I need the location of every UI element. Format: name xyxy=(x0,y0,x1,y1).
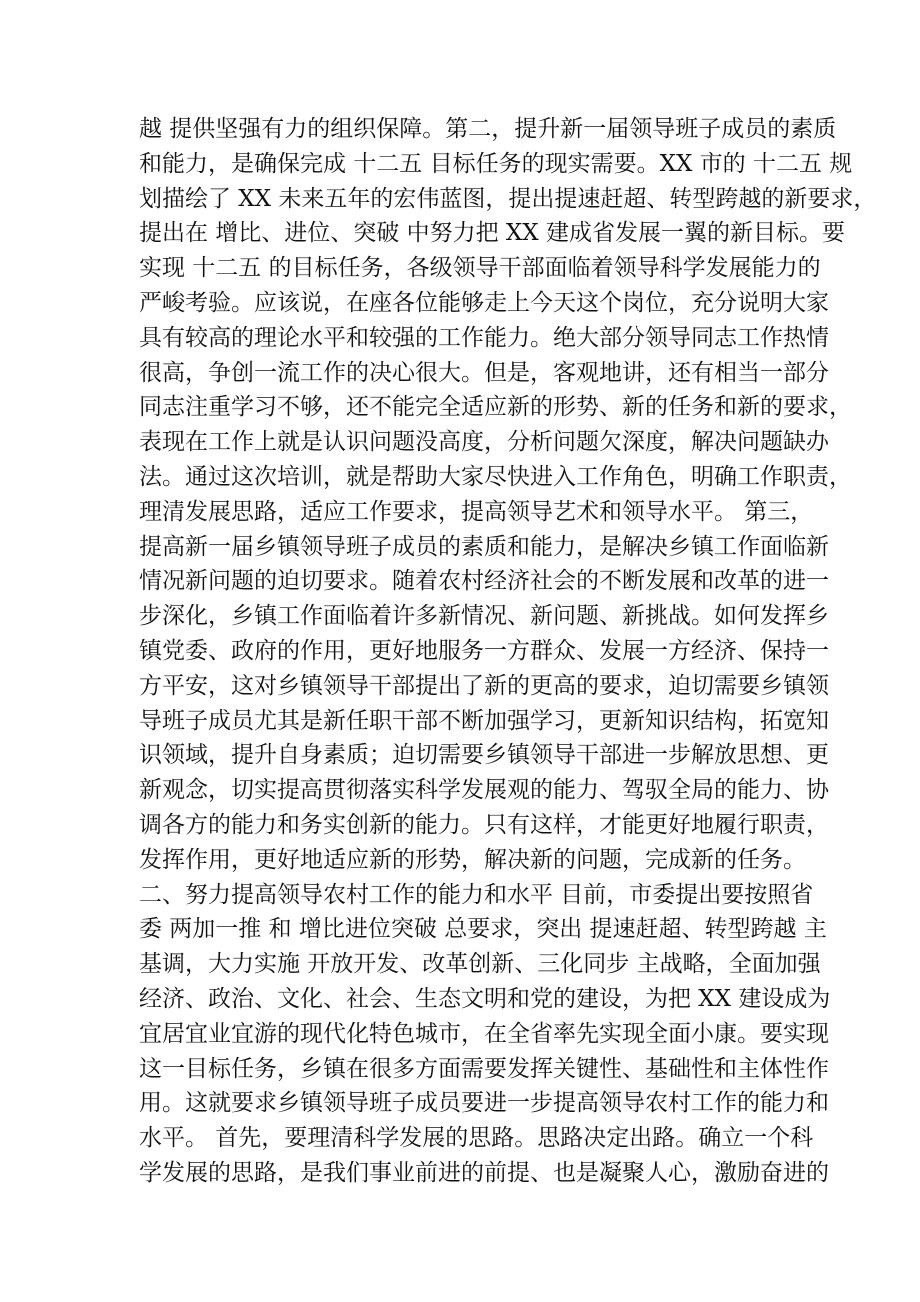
text-line: 导班子成员尤其是新任职干部不断加强学习，更新知识结构，拓宽知 xyxy=(139,707,829,734)
text-line: 法。通过这次培训，就是帮助大家尽快进入工作角色，明确工作职责， xyxy=(139,463,852,490)
text-line: 提高新一届乡镇领导班子成员的素质和能力，是解决乡镇工作面临新 xyxy=(139,533,829,560)
text-line: 表现在工作上就是认识问题没高度，分析问题欠深度，解决问题缺办 xyxy=(139,429,829,456)
text-line: 委 两加一推 和 增比进位突破 总要求，突出 提速赶超、转型跨越 主 xyxy=(139,916,827,943)
text-line: 新观念，切实提高贯彻落实科学发展观的能力、驾驭全局的能力、协 xyxy=(139,777,829,804)
text-line: 调各方的能力和务实创新的能力。只有这样，才能更好地履行职责， xyxy=(139,811,829,838)
text-line: 同志注重学习不够，还不能完全适应新的形势、新的任务和新的要求， xyxy=(139,394,852,421)
text-line: 理清发展思路，适应工作要求，提高领导艺术和领导水平。 第三， xyxy=(139,498,814,525)
text-line: 严峻考验。应该说，在座各位能够走上今天这个岗位，充分说明大家 xyxy=(139,289,829,316)
text-line: 发挥作用，更好地适应新的形势，解决新的问题，完成新的任务。 xyxy=(139,846,806,873)
text-line: 具有较高的理论水平和较强的工作能力。绝大部分领导同志工作热情 xyxy=(139,324,829,351)
text-line: 镇党委、政府的作用，更好地服务一方群众、发展一方经济、保持一 xyxy=(139,637,829,664)
text-line: 这一目标任务，乡镇在很多方面需要发挥关键性、基础性和主体性作 xyxy=(139,1055,829,1082)
text-line: 经济、政治、文化、社会、生态文明和党的建设，为把 XX 建设成为 xyxy=(139,985,831,1012)
text-line: 越 提供坚强有力的组织保障。第二，提升新一届领导班子成员的素质 xyxy=(139,116,837,142)
text-line: 水平。 首先，要理清科学发展的思路。思路决定出路。确立一个科 xyxy=(139,1125,814,1152)
body-text xyxy=(139,112,877,1191)
text-line: 宜居宜业宜游的现代化特色城市，在全省率先实现全面小康。要实现 xyxy=(139,1020,829,1047)
text-line: 用。这就要求乡镇领导班子成员要进一步提高领导农村工作的能力和 xyxy=(139,1090,829,1117)
text-line: 很高，争创一流工作的决心很大。但是，客观地讲，还有相当一部分 xyxy=(139,359,829,386)
text-line: 方平安，这对乡镇领导干部提出了新的更高的要求，迫切需要乡镇领 xyxy=(139,672,829,699)
text-line: 基调，大力实施 开放开发、改革创新、三化同步 主战略，全面加强 xyxy=(139,951,821,978)
text-line: 和能力，是确保完成 十二五 目标任务的现实需要。XX 市的 十二五 规 xyxy=(139,150,853,177)
text-line: 学发展的思路，是我们事业前进的前提、也是凝聚人心，激励奋进的 xyxy=(139,1159,829,1186)
text-line: 二、努力提高领导农村工作的能力和水平 目前，市委提出要按照省 xyxy=(139,881,814,908)
text-line: 划描绘了 XX 未来五年的宏伟蓝图，提出提速赶超、转型跨越的新要求， xyxy=(139,185,877,212)
text-line: 情况新问题的迫切要求。随着农村经济社会的不断发展和改革的进一 xyxy=(139,568,829,595)
text-line: 提出在 增比、进位、突破 中努力把 XX 建成省发展一翼的新目标。要 xyxy=(139,220,845,247)
text-line: 步深化，乡镇工作面临着许多新情况、新问题、新挑战。如何发挥乡 xyxy=(139,603,829,630)
text-line: 实现 十二五 的目标任务，各级领导干部面临着领导科学发展能力的 xyxy=(139,255,821,282)
text-line: 识领域，提升自身素质；迫切需要乡镇领导干部进一步解放思想、更 xyxy=(139,742,829,769)
